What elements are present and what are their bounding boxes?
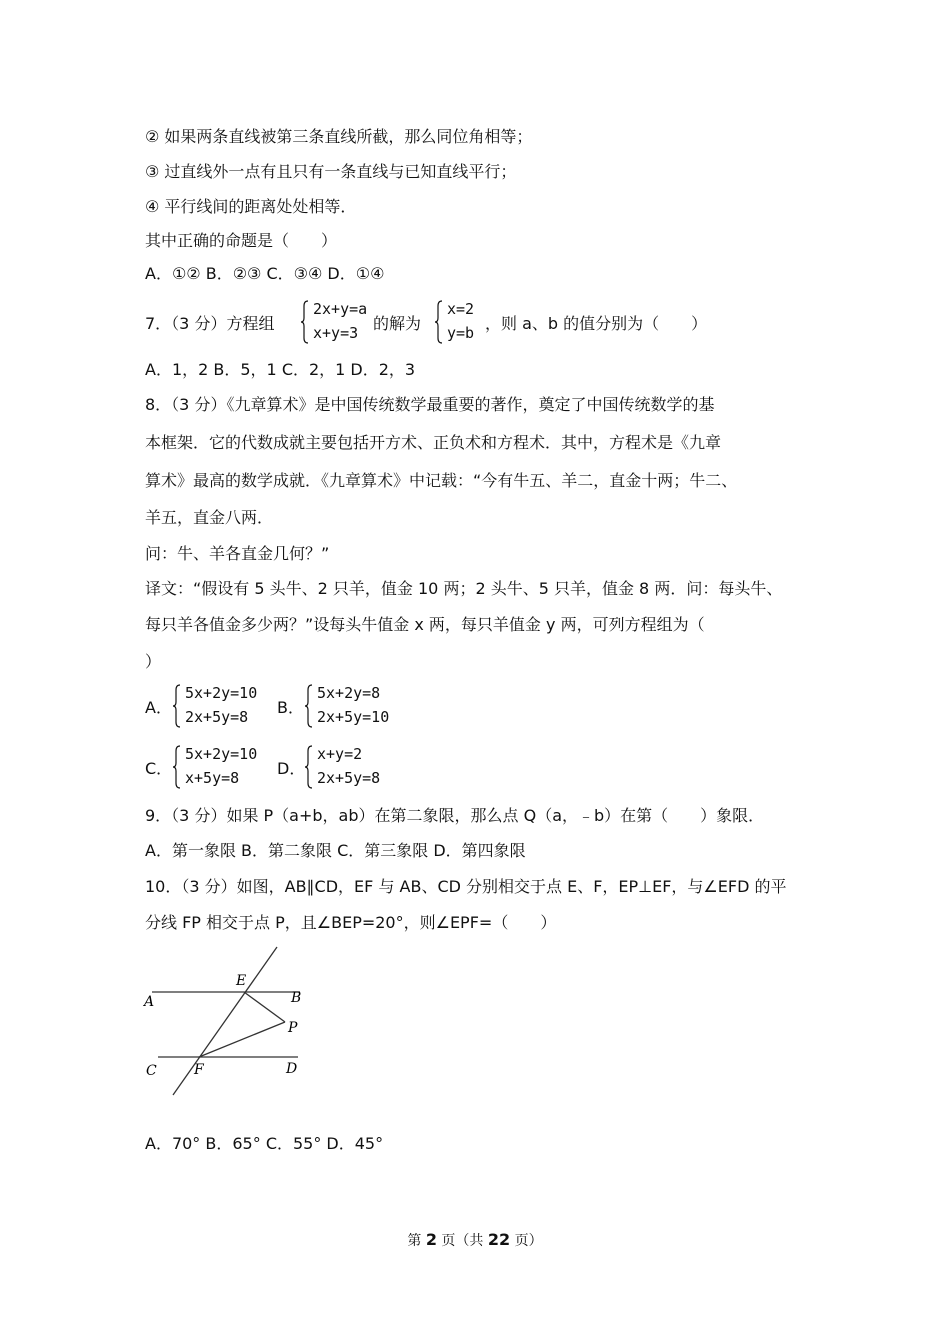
q8-option-c-label: C． (145, 759, 173, 778)
footer-post: 页） (510, 1233, 543, 1249)
q10-options: A．70° B．65° C．55° D．45° (145, 1134, 384, 1153)
q8-option-d-label: D． (277, 759, 306, 778)
q10-p1: 10．（3 分）如图，AB∥CD，EF 与 AB、CD 分别相交于点 E、F，EP⊥EF，与∠EFD 的平 (145, 877, 787, 896)
brace-icon (173, 745, 181, 789)
q8-p3: 算术》最高的数学成就．《九章算术》中记载：“今有牛五、羊二，直金十两；牛二、 (145, 471, 738, 490)
q8-p5: 问：牛、羊各直金几何？” (145, 544, 330, 563)
label-e: E (236, 973, 247, 989)
label-d: D (286, 1061, 298, 1077)
line-question-prompt: 其中正确的命题是（ ） (145, 231, 338, 250)
page-footer (0, 1230, 950, 1250)
line-prop-4: ④ 平行线间的距离处处相等． (145, 197, 357, 216)
q7-suffix: ，则 a、b 的值分别为（ ） (485, 314, 708, 333)
brace-icon (301, 300, 309, 344)
label-f: F (194, 1062, 204, 1078)
footer-page-number: 2 (425, 1230, 437, 1249)
line-prop-2: ② 如果两条直线被第三条直线所截，那么同位角相等； (145, 127, 533, 146)
line-q6-options: A．①② B．②③ C．③④ D．①④ (145, 264, 385, 283)
q8-p2: 本框架．它的代数成就主要包括开方术、正负术和方程术．其中，方程术是《九章 (145, 433, 722, 452)
label-b: B (291, 990, 302, 1006)
q10-geometry-figure (140, 940, 320, 1100)
footer-total-pages: 22 (487, 1230, 511, 1249)
segment-ep (244, 992, 285, 1022)
q8-p6: 译文：“假设有 5 头牛、2 只羊，值金 10 两；2 头牛、5 只羊，值金 8 两．问：每头牛、 (145, 579, 783, 598)
q10-p2: 分线 FP 相交于点 P，且∠BEP=20°，则∠EPF=（ ） (145, 913, 557, 932)
q7-row: 7．（3 分）方程组 2x+y=a x+y=3 的解为 x=2 y=b ，则 a、b 的值分别为（ ） (145, 300, 708, 342)
q9-options: A．第一象限 B．第二象限 C．第三象限 D．第四象限 (145, 841, 526, 860)
q8-p4: 羊五，直金八两． (145, 508, 274, 527)
q8-p1: 8．（3 分）《九章算术》是中国传统数学最重要的著作，奠定了中国传统数学的基 (145, 395, 715, 414)
label-a: A (144, 994, 155, 1010)
label-p: P (288, 1020, 298, 1036)
q9-text: 9．（3 分）如果 P（a+b，ab）在第二象限，那么点 Q（a，﹣b）在第（ ）象限． (145, 806, 765, 825)
line-prop-3: ③ 过直线外一点有且只有一条直线与已知直线平行； (145, 162, 517, 181)
brace-icon (305, 684, 313, 728)
line-q7-options: A．1，2 B．5，1 C．2，1 D．2，3 (145, 360, 416, 379)
brace-icon (173, 684, 181, 728)
q8-p7: 每只羊各值金多少两？”设每头牛值金 x 两，每只羊值金 y 两，可列方程组为（ (145, 615, 705, 634)
line-ef (173, 947, 277, 1095)
q8-option-b-label: B． (277, 698, 304, 717)
q7-middle: 的解为 (373, 314, 422, 333)
brace-icon (435, 300, 443, 344)
brace-icon (305, 745, 313, 789)
label-c: C (146, 1063, 157, 1079)
footer-pre: 第 (407, 1233, 426, 1249)
q8-option-a-label: A． (145, 698, 172, 717)
q8-p8: ） (145, 652, 162, 671)
q7-prefix: 7．（3 分）方程组 (145, 314, 275, 333)
footer-mid: 页（共 (436, 1233, 488, 1249)
